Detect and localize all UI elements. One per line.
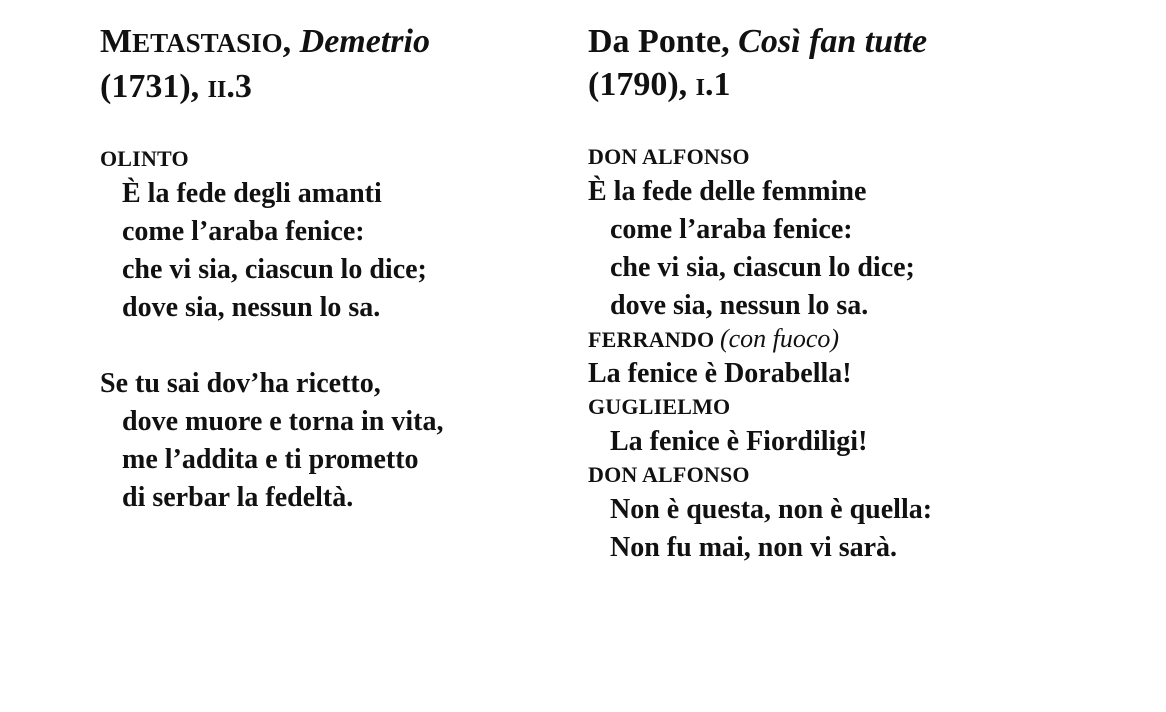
verse-line: È la fede degli amanti [122, 178, 382, 209]
verse-line: Non fu mai, non vi sarà. [610, 532, 898, 563]
speaker-line [588, 325, 1058, 355]
act-number: II [207, 77, 227, 103]
verse-line: È la fede delle femmine [588, 176, 867, 207]
verse-line: come l’araba fenice: [610, 214, 853, 245]
work-title: Demetrio [299, 23, 430, 60]
author-initial: M [100, 23, 133, 60]
metastasio-heading [100, 20, 570, 112]
verse-line: dove muore e torna in vita, [122, 406, 444, 437]
verse-line: che vi sia, ciascun lo dice; [610, 252, 915, 283]
speaker-name: DON ALFONSO [588, 462, 750, 487]
verse-line: Se tu sai dov’ha ricetto, [100, 368, 381, 399]
work-year: (1731), [100, 68, 208, 105]
verse-line: di serbar la fedeltà. [122, 482, 354, 513]
work-year: (1790), [588, 66, 696, 103]
verse-line: che vi sia, ciascun lo dice; [122, 254, 427, 285]
verse-line: La fenice è Fiordiligi! [610, 426, 868, 457]
scene-number: .1 [705, 66, 731, 103]
verse-line: dove sia, nessun lo sa. [122, 292, 381, 323]
author-name: Da Ponte, [588, 23, 739, 60]
daponte-column [588, 20, 1058, 567]
speaker-name: GUGLIELMO [588, 394, 731, 419]
verse-line: me l’addita e ti prometto [122, 444, 419, 475]
speaker-name: OLINTO [100, 146, 189, 171]
metastasio-column [100, 20, 570, 517]
verse-line: come l’araba fenice: [122, 216, 365, 247]
verse-line: La fenice è Dorabella! [588, 358, 852, 389]
author-smallcaps: ETASTASIO [132, 28, 283, 58]
act-number: I [695, 75, 705, 101]
scene-number: .3 [226, 68, 252, 105]
stage-direction: (con fuoco) [719, 324, 840, 353]
verse-line: dove sia, nessun lo sa. [610, 290, 869, 321]
speaker-name: DON ALFONSO [588, 144, 750, 169]
stanza-gap [100, 327, 570, 365]
title-separator: , [282, 23, 300, 60]
speaker-name: FERRANDO [588, 327, 715, 352]
daponte-heading [588, 20, 1058, 110]
verse-line: Non è questa, non è quella: [610, 494, 933, 525]
work-title: Così fan tutte [738, 23, 928, 60]
